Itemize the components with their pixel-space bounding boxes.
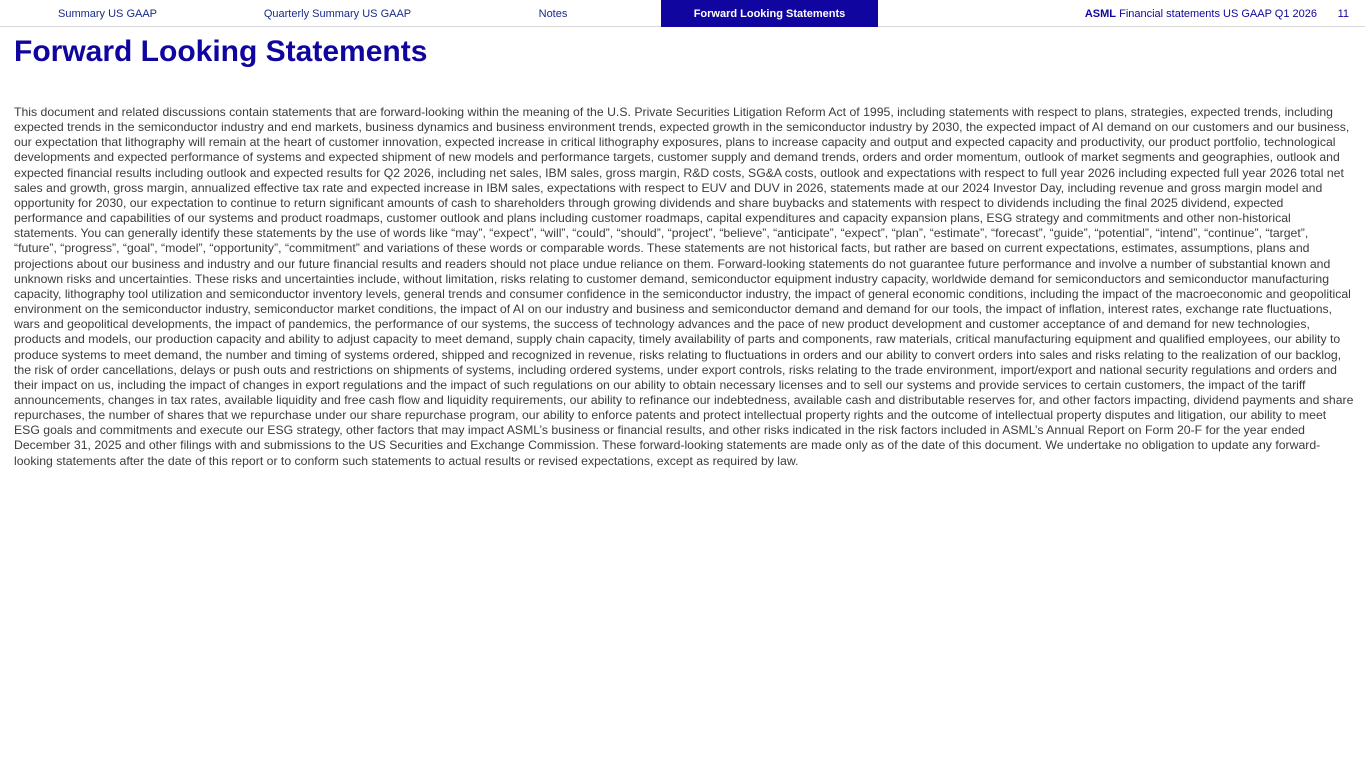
document-label (1085, 0, 1317, 27)
tab-quarterly-summary-us-gaap[interactable]: Quarterly Summary US GAAP (263, 8, 412, 20)
page-title: Forward Looking Statements (14, 35, 428, 68)
document-title: Financial statements US GAAP Q1 2026 (1119, 8, 1317, 20)
tab-summary-us-gaap[interactable]: Summary US GAAP (57, 8, 158, 20)
page-number: 11 (1337, 8, 1349, 20)
disclaimer-paragraph: This document and related discussions contain statements that are forward-looking within the meaning of the U.S. Private Securities Litigation Reform Act of 1995, including statements with respect to plans, strategies, expected trends, including expected trends in the semiconductor industry and end markets, business dynamics and business environment trends, expected growth in the semiconductor industry by 2030, the expected impact of AI demand on our customers and our business, our expectation that lithography will remain at the heart of customer innovation, expected increase in critical lithography exposures, plans to increase capacity and output and expected capacity and productivity, our product portfolio, technological developments and expected performance of systems and expected shipment of new models and performance targets, customer supply and demand trends, orders and order momentum, outlook of market segments and geographies, outlook and expected financial results including outlook and expected results for Q2 2026, including net sales, IBM sales, gross margin, R&D costs, SG&A costs, outlook and expectations with respect to full year 2026 including expected full year 2026 total net sales and growth, gross margin, annualized effective tax rate and expected increase in IBM sales, expectations with respect to EUV and DUV in 2026, statements made at our 2024 Investor Day, including revenue and gross margin model and opportunity for 2030, our expectation to continue to return significant amounts of cash to shareholders through growing dividends and share buybacks and statements with respect to dividends including the final 2025 dividend, expected performance and capabilities of our systems and product roadmaps, customer outlook and plans including customer roadmaps, capital expenditures and capacity expansion plans, ESG strategy and commitments and other non-historical statements. You can generally identify these statements by the use of words like “may”, “expect”, “will”, “could”, “should”, “project”, “believe”, “anticipate”, “expect”, “plan”, “estimate”, “forecast”, “guide”, “potential”, “intend”, “continue”, “target”, “future”, “progress”, “goal”, “model”, “opportunity”, “commitment” and variations of these words or comparable words. These statements are not historical facts, but rather are based on current expectations, estimates, assumptions, plans and projections about our business and industry and our future financial results and readers should not place undue reliance on them. Forward-looking statements do not guarantee future performance and involve a number of substantial known and unknown risks and uncertainties. These risks and uncertainties include, without limitation, risks relating to customer demand, semiconductor equipment industry capacity, worldwide demand for semiconductors and semiconductor manufacturing capacity, lithography tool utilization and semiconductor inventory levels, general trends and consumer confidence in the semiconductor industry, the impact of general economic conditions, including the impact of the macroeconomic and geopolitical environment on the semiconductor industry, semiconductor market conditions, the impact of AI on our industry and business and semiconductor demand and demand for our tools, the impact of inflation, interest rates, exchange rate fluctuations, wars and geopolitical developments, the impact of pandemics, the performance of our systems, the success of technology advances and the pace of new product development and customer acceptance of and demand for new technologies, products and models, our production capacity and ability to adjust capacity to meet demand, supply chain capacity, timely availability of parts and components, raw materials, critical manufacturing equipment and qualified employees, our ability to produce systems to meet demand, the number and timing of systems ordered, shipped and recognized in revenue, risks relating to fluctuations in orders and our ability to convert orders into sales and risks relating to the realization of our backlog, the risk of order cancellations, delays or push outs and restrictions on shipments of systems, including ordered systems, under export controls, risks relating to the trade environment, import/export and national security regulations and orders and their impact on us, including the impact of changes in export regulations and the impact of such regulations on our ability to obtain necessary licenses and to sell our systems and provide services to certain customers, the impact of the tariff announcements, changes in tax rates, available liquidity and free cash flow and liquidity requirements, our ability to refinance our indebtedness, available cash and distributable reserves for, and other factors impacting, dividend payments and share repurchases, the number of shares that we repurchase under our share repurchase program, our ability to enforce patents and protect intellectual property rights and the outcome of intellectual property disputes and litigation, our ability to meet ESG goals and commitments and execute our ESG strategy, other factors that may impact ASML’s business or financial results, and other risks indicated in the risk factors included in ASML’s Annual Report on Form 20-F for the year ended December 31, 2025 and other filings with and submissions to the US Securities and Exchange Commission. These forward-looking statements are made only as of the date of this document. We undertake no obligation to update any forward-looking statements after the date of this report or to conform such statements to actual results or revised expectations, except as required by law. (14, 105, 1354, 468)
brand-name: ASML (1084, 8, 1117, 20)
tab-notes[interactable]: Notes (538, 8, 568, 20)
top-navigation-bar (0, 0, 1365, 27)
tab-forward-looking-statements[interactable]: Forward Looking Statements (661, 0, 878, 27)
